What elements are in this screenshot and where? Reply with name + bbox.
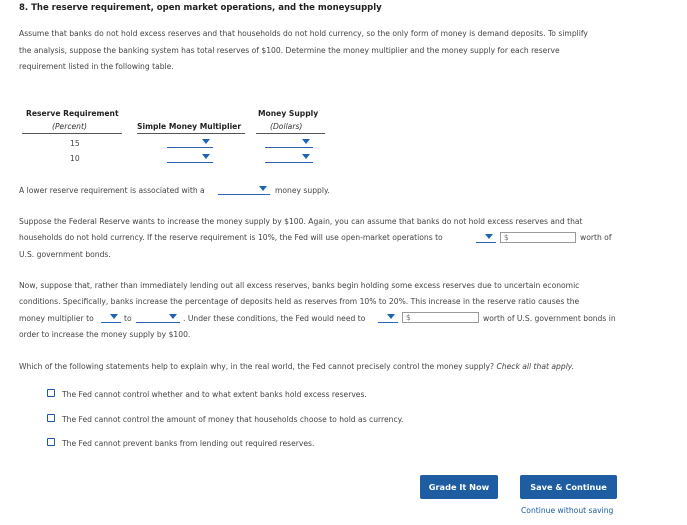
excess-paragraph-line: money multiplier to — [19, 314, 94, 323]
multiplier-dropdown-15[interactable] — [167, 137, 213, 148]
save-continue-button[interactable]: Save & Continue — [520, 475, 617, 499]
lower-reserve-text-end: money supply. — [275, 186, 330, 195]
reserve-value: 15 — [70, 139, 80, 148]
reserve-value: 10 — [70, 154, 80, 163]
excess-paragraph-line: conditions. Specifically, banks increase the percentage of deposits held as reserves from 10% to 20%. This increase in the reserve ratio causes the — [19, 297, 580, 306]
header-rule — [22, 133, 122, 134]
excess-paragraph-line: . Under these conditions, the Fed would need to — [183, 314, 366, 323]
multiplier-from-dropdown[interactable] — [101, 312, 121, 323]
excess-paragraph-line: to — [124, 314, 132, 323]
lower-reserve-text: A lower reserve requirement is associated with a — [19, 186, 205, 195]
col-subheader-percent: (Percent) — [52, 122, 87, 131]
statements-prompt-instruction: Check all that apply. — [496, 362, 575, 371]
money-supply-dropdown-15[interactable] — [265, 137, 313, 148]
multiplier-to-dropdown[interactable] — [136, 312, 180, 323]
statement-option-label: The Fed cannot control whether and to what extent banks hold excess reserves. — [62, 390, 367, 399]
chevron-down-icon — [169, 314, 177, 319]
header-rule — [256, 133, 325, 134]
multiplier-dropdown-10[interactable] — [167, 152, 213, 163]
question-title: 8. The reserve requirement, open market operations, and the moneysupply — [19, 3, 382, 13]
header-rule — [137, 133, 245, 134]
fed-paragraph-line: worth of — [580, 233, 612, 242]
chevron-down-icon — [485, 234, 493, 239]
fed-paragraph-line: U.S. government bonds. — [19, 250, 111, 259]
chevron-down-icon — [302, 154, 310, 159]
bond-amount-input[interactable]: $ — [500, 232, 576, 243]
chevron-down-icon — [110, 314, 118, 319]
statement-option-label: The Fed cannot prevent banks from lending out required reserves. — [62, 439, 315, 448]
chevron-down-icon — [202, 139, 210, 144]
fed-paragraph-line: Suppose the Federal Reserve wants to increase the money supply by $100. Again, you can assume that banks do not hold excess reserves and that — [19, 217, 583, 226]
statement-checkbox[interactable] — [47, 414, 55, 422]
chevron-down-icon — [202, 154, 210, 159]
col-header-multiplier: Simple Money Multiplier — [137, 122, 242, 131]
continue-without-saving-link[interactable]: Continue without saving — [521, 506, 614, 515]
bond-amount-input-2[interactable]: $ — [402, 312, 479, 323]
intro-paragraph — [19, 26, 649, 76]
col-header-money-supply: Money Supply — [258, 109, 319, 118]
col-header-reserve: Reserve Requirement — [26, 109, 119, 118]
open-market-action-dropdown[interactable] — [476, 232, 496, 243]
statement-checkbox[interactable] — [47, 389, 55, 397]
statement-option-label: The Fed cannot control the amount of money that households choose to hold as currency. — [62, 415, 404, 424]
bond-action-dropdown[interactable] — [378, 312, 398, 323]
intro-line: Assume that banks do not hold excess reserves and that households do not hold currency, so the only form of money is demand deposits. To simplify — [19, 29, 588, 38]
money-supply-direction-dropdown[interactable] — [218, 184, 270, 195]
statements-prompt-text: Which of the following statements help to explain why, in the real world, the Fed cannot precisely control the money supply? — [19, 362, 495, 371]
chevron-down-icon — [387, 314, 395, 319]
statement-checkbox[interactable] — [47, 438, 55, 446]
money-supply-dropdown-10[interactable] — [265, 152, 313, 163]
excess-paragraph-line: order to increase the money supply by $100. — [19, 330, 191, 339]
col-subheader-dollars: (Dollars) — [270, 122, 303, 131]
chevron-down-icon — [259, 186, 267, 191]
intro-line: the analysis, suppose the banking system has total reserves of $100. Determine the money multiplier and the money supply for each reserve — [19, 45, 560, 55]
excess-paragraph-line: Now, suppose that, rather than immediately lending out all excess reserves, banks begin holding some excess reserves due to uncertain economic — [19, 281, 580, 290]
grade-it-now-button[interactable]: Grade It Now — [420, 475, 498, 499]
fed-paragraph-line: households do not hold currency. If the reserve requirement is 10%, the Fed will use open-market operations to — [19, 233, 443, 242]
chevron-down-icon — [302, 139, 310, 144]
statements-prompt — [19, 362, 574, 371]
intro-line: requirement listed in the following table. — [19, 62, 174, 71]
excess-paragraph-line: worth of U.S. government bonds in — [483, 314, 616, 323]
